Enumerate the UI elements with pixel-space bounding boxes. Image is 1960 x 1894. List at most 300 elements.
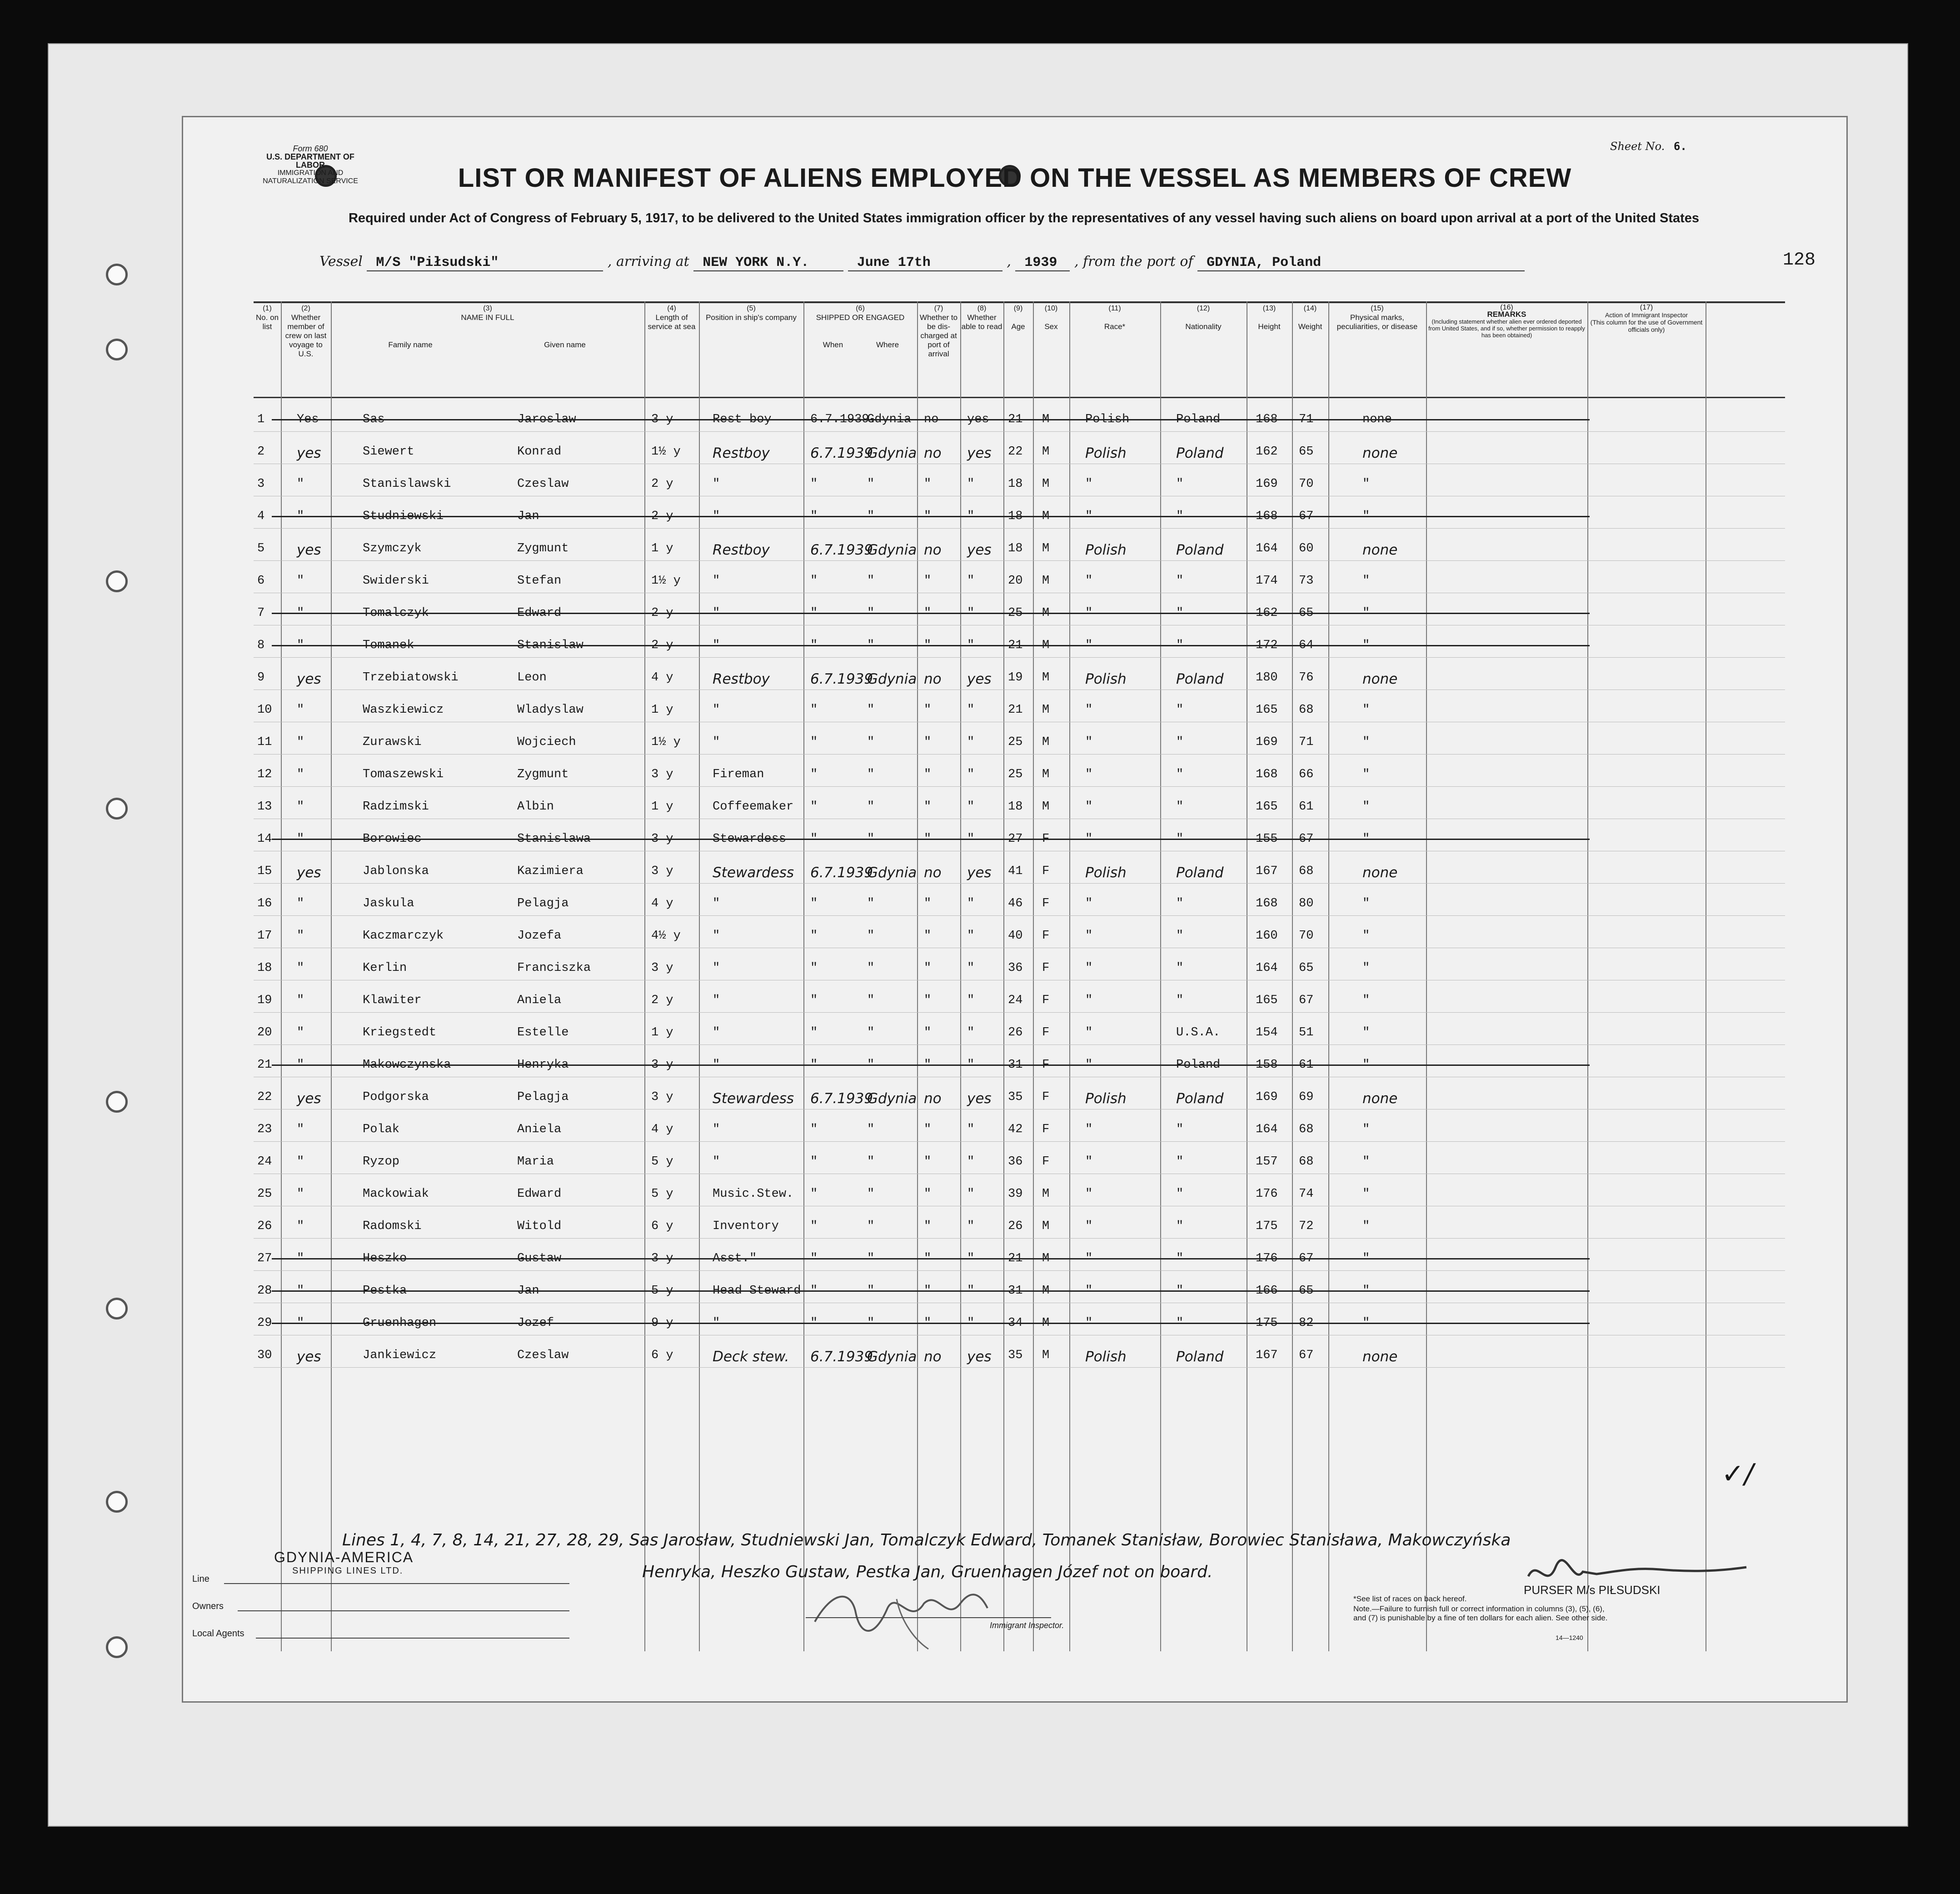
cell-race: " bbox=[1085, 1284, 1093, 1298]
cell-sex: M bbox=[1042, 1219, 1050, 1233]
cell-family-name: Jankiewicz bbox=[363, 1349, 437, 1362]
arriving-label: , arriving at bbox=[607, 254, 689, 270]
cell-nationality: " bbox=[1176, 639, 1184, 652]
cell-nationality: " bbox=[1176, 929, 1184, 943]
cell-race: " bbox=[1085, 768, 1093, 781]
cell-length-of-service: 4½ y bbox=[651, 929, 681, 943]
cell-prev-voyage: " bbox=[297, 768, 304, 781]
cell-sex: M bbox=[1042, 574, 1050, 588]
sheet-number bbox=[1610, 140, 1687, 153]
handwritten-note-line1: Lines 1, 4, 7, 8, 14, 21, 27, 28, 29, Sas Jarosław, Studniewski Jan, Tomalczyk Edward, Tomanek Stanisław, Borowiec Stanisława, Makowczyńska bbox=[342, 1531, 1511, 1549]
cell-position: Restboy bbox=[713, 671, 770, 687]
cell-race: Polish bbox=[1085, 1349, 1127, 1365]
cell-shipped-where: Gdynia bbox=[867, 865, 917, 881]
cell-prev-voyage: " bbox=[297, 1252, 304, 1265]
cell-position: Restboy bbox=[713, 445, 770, 461]
cell-given-name: Stanislaw bbox=[517, 639, 584, 652]
cell-prev-voyage: " bbox=[297, 1187, 304, 1201]
cell-nationality: U.S.A. bbox=[1176, 1026, 1221, 1039]
cell-age: 18 bbox=[1008, 510, 1023, 523]
cell-row-number: 8 bbox=[257, 639, 265, 652]
cell-discharged: " bbox=[924, 1284, 932, 1298]
cell-physical-marks: " bbox=[1362, 606, 1370, 620]
cell-height: 176 bbox=[1256, 1187, 1278, 1201]
cell-race: Polish bbox=[1085, 413, 1130, 426]
cell-shipped-when: " bbox=[810, 832, 818, 846]
cell-prev-voyage: " bbox=[297, 1316, 304, 1330]
cell-height: 162 bbox=[1256, 606, 1278, 620]
cell-physical-marks: " bbox=[1362, 1316, 1370, 1330]
cell-shipped-when: " bbox=[810, 606, 818, 620]
cell-able-to-read: " bbox=[967, 832, 975, 846]
table-row bbox=[254, 754, 1785, 787]
cell-family-name: Kriegstedt bbox=[363, 1026, 437, 1039]
cell-row-number: 1 bbox=[257, 413, 265, 426]
punch-hole-icon bbox=[106, 570, 128, 592]
cell-row-number: 19 bbox=[257, 994, 272, 1007]
cell-prev-voyage: " bbox=[297, 574, 304, 588]
cell-prev-voyage: Yes bbox=[297, 413, 319, 426]
cell-family-name: Tomalczyk bbox=[363, 606, 429, 620]
cell-family-name: Siewert bbox=[363, 445, 414, 459]
cell-sex: M bbox=[1042, 671, 1050, 685]
cell-discharged: " bbox=[924, 1316, 932, 1330]
cell-race: Polish bbox=[1085, 542, 1127, 558]
page-subtitle: Required under Act of Congress of February 5, 1917, to be delivered to the United States immigration officer by the representatives of any vessel having such aliens on board upon arrival at a port of the United States bbox=[348, 211, 1700, 225]
cell-age: 25 bbox=[1008, 606, 1023, 620]
cell-family-name: Tomaszewski bbox=[363, 768, 444, 781]
cell-nationality: Poland bbox=[1176, 542, 1224, 558]
cell-nationality: " bbox=[1176, 800, 1184, 814]
table-row bbox=[254, 722, 1785, 755]
cell-position: " bbox=[713, 1123, 720, 1136]
cell-height: 167 bbox=[1256, 865, 1278, 878]
cell-length-of-service: 1 y bbox=[651, 703, 673, 717]
cell-sex: M bbox=[1042, 542, 1050, 555]
cell-row-number: 22 bbox=[257, 1090, 272, 1104]
cell-able-to-read: " bbox=[967, 1316, 975, 1330]
table-row bbox=[254, 1012, 1785, 1045]
cell-given-name: Leon bbox=[517, 671, 547, 685]
cell-able-to-read: " bbox=[967, 477, 975, 491]
cell-length-of-service: 3 y bbox=[651, 1090, 673, 1104]
col-header-discharge: (7) Whether to be dis-charged at port of arrival bbox=[917, 301, 961, 397]
cell-family-name: Swiderski bbox=[363, 574, 429, 588]
cell-family-name: Jaskula bbox=[363, 897, 414, 910]
cell-height: 165 bbox=[1256, 703, 1278, 717]
cell-position: Restboy bbox=[713, 542, 770, 558]
cell-sex: M bbox=[1042, 413, 1050, 426]
cell-able-to-read: " bbox=[967, 994, 975, 1007]
cell-able-to-read: yes bbox=[967, 865, 992, 881]
cell-family-name: Szymczyk bbox=[363, 542, 422, 555]
purser-title: PURSER M/s PIŁSUDSKI bbox=[1524, 1583, 1661, 1597]
cell-family-name: Stanislawski bbox=[363, 477, 451, 491]
cell-family-name: Jablonska bbox=[363, 865, 429, 878]
cell-age: 26 bbox=[1008, 1026, 1023, 1039]
cell-prev-voyage: yes bbox=[297, 671, 321, 687]
cell-discharged: " bbox=[924, 574, 932, 588]
handwritten-tick: ✓/ bbox=[1721, 1458, 1754, 1490]
cell-height: 175 bbox=[1256, 1219, 1278, 1233]
cell-nationality: Poland bbox=[1176, 1090, 1224, 1107]
cell-physical-marks: " bbox=[1362, 897, 1370, 910]
service-name: IMMIGRATION AND NATURALIZATION SERVICE bbox=[263, 169, 358, 185]
cell-age: 31 bbox=[1008, 1284, 1023, 1298]
cell-height: 172 bbox=[1256, 639, 1278, 652]
page-title: LIST OR MANIFEST OF ALIENS EMPLOYED ON THE VESSEL AS MEMBERS OF CREW bbox=[458, 163, 1572, 193]
line-label: Line bbox=[192, 1574, 209, 1584]
cell-able-to-read: " bbox=[967, 768, 975, 781]
cell-nationality: " bbox=[1176, 1219, 1184, 1233]
cell-given-name: Edward bbox=[517, 1187, 562, 1201]
cell-able-to-read: " bbox=[967, 961, 975, 975]
table-row bbox=[254, 431, 1785, 464]
arrival-date: June 17th bbox=[848, 255, 1002, 271]
cell-nationality: Poland bbox=[1176, 1349, 1224, 1365]
cell-race: " bbox=[1085, 1252, 1093, 1265]
cell-able-to-read: yes bbox=[967, 542, 992, 558]
cell-position: " bbox=[713, 961, 720, 975]
cell-given-name: Pelagja bbox=[517, 897, 569, 910]
cell-weight: 66 bbox=[1299, 768, 1314, 781]
cell-physical-marks: " bbox=[1362, 1187, 1370, 1201]
cell-given-name: Czeslaw bbox=[517, 1349, 569, 1362]
cell-family-name: Borowiec bbox=[363, 832, 422, 846]
cell-physical-marks: none bbox=[1362, 1349, 1398, 1365]
cell-weight: 74 bbox=[1299, 1187, 1314, 1201]
cell-row-number: 5 bbox=[257, 542, 265, 555]
cell-able-to-read: yes bbox=[967, 413, 989, 426]
header-rule bbox=[254, 397, 1785, 398]
owners-label: Owners bbox=[192, 1601, 224, 1611]
cell-able-to-read: " bbox=[967, 1026, 975, 1039]
cell-given-name: Wladyslaw bbox=[517, 703, 584, 717]
cell-sex: F bbox=[1042, 1090, 1050, 1104]
cell-race: " bbox=[1085, 832, 1093, 846]
cell-given-name: Aniela bbox=[517, 994, 562, 1007]
cell-length-of-service: 2 y bbox=[651, 606, 673, 620]
cell-weight: 67 bbox=[1299, 994, 1314, 1007]
col-header-race: (11) Race* bbox=[1069, 301, 1161, 397]
cell-race: " bbox=[1085, 703, 1093, 717]
cell-sex: M bbox=[1042, 510, 1050, 523]
cell-age: 35 bbox=[1008, 1090, 1023, 1104]
arrival-port: NEW YORK N.Y. bbox=[693, 255, 843, 271]
cell-race: " bbox=[1085, 606, 1093, 620]
cell-race: " bbox=[1085, 1219, 1093, 1233]
cell-length-of-service: 9 y bbox=[651, 1316, 673, 1330]
cell-race: " bbox=[1085, 929, 1093, 943]
cell-height: 169 bbox=[1256, 477, 1278, 491]
table-row bbox=[254, 915, 1785, 948]
cell-shipped-where: Gdynia bbox=[867, 1090, 917, 1107]
cell-race: " bbox=[1085, 510, 1093, 523]
cell-given-name: Zygmunt bbox=[517, 768, 569, 781]
cell-discharged: " bbox=[924, 1026, 932, 1039]
cell-weight: 71 bbox=[1299, 413, 1314, 426]
cell-prev-voyage: " bbox=[297, 1026, 304, 1039]
cell-physical-marks: " bbox=[1362, 800, 1370, 814]
cell-shipped-where: " bbox=[867, 961, 875, 975]
table-row bbox=[254, 1335, 1785, 1368]
table-row bbox=[254, 528, 1785, 561]
cell-nationality: " bbox=[1176, 1123, 1184, 1136]
cell-physical-marks: none bbox=[1362, 542, 1398, 558]
cell-shipped-when: " bbox=[810, 510, 818, 523]
cell-family-name: Podgorska bbox=[363, 1090, 429, 1104]
cell-discharged: " bbox=[924, 897, 932, 910]
cell-given-name: Jozef bbox=[517, 1316, 554, 1330]
cell-race: " bbox=[1085, 1316, 1093, 1330]
cell-weight: 60 bbox=[1299, 542, 1314, 555]
cell-position: Fireman bbox=[713, 768, 764, 781]
table-row bbox=[254, 819, 1785, 851]
cell-length-of-service: 5 y bbox=[651, 1284, 673, 1298]
cell-discharged: " bbox=[924, 1187, 932, 1201]
cell-able-to-read: " bbox=[967, 606, 975, 620]
cell-shipped-where: " bbox=[867, 897, 875, 910]
cell-weight: 68 bbox=[1299, 1123, 1314, 1136]
cell-discharged: " bbox=[924, 606, 932, 620]
cell-race: " bbox=[1085, 477, 1093, 491]
cell-physical-marks: " bbox=[1362, 1252, 1370, 1265]
cell-age: 42 bbox=[1008, 1123, 1023, 1136]
cell-nationality: " bbox=[1176, 735, 1184, 749]
year-prefix: , bbox=[1007, 254, 1011, 270]
cell-position: Coffeemaker bbox=[713, 800, 794, 814]
cell-sex: F bbox=[1042, 1026, 1050, 1039]
cell-age: 26 bbox=[1008, 1219, 1023, 1233]
cell-height: 168 bbox=[1256, 510, 1278, 523]
cell-height: 176 bbox=[1256, 1252, 1278, 1265]
cell-shipped-when: " bbox=[810, 703, 818, 717]
cell-prev-voyage: yes bbox=[297, 1090, 321, 1107]
cell-given-name: Jozefa bbox=[517, 929, 562, 943]
cell-family-name: Ryzop bbox=[363, 1155, 400, 1169]
cell-weight: 65 bbox=[1299, 606, 1314, 620]
cell-race: " bbox=[1085, 1026, 1093, 1039]
cell-given-name: Stanislawa bbox=[517, 832, 591, 846]
cell-row-number: 29 bbox=[257, 1316, 272, 1330]
cell-race: " bbox=[1085, 800, 1093, 814]
cell-length-of-service: 3 y bbox=[651, 1252, 673, 1265]
cell-physical-marks: " bbox=[1362, 768, 1370, 781]
cell-able-to-read: " bbox=[967, 1155, 975, 1169]
col-header-inspector: (17) Action of Immigrant Inspector (This column for the use of Government officials only) bbox=[1587, 301, 1706, 397]
cell-physical-marks: none bbox=[1362, 1090, 1398, 1107]
cell-shipped-where: " bbox=[867, 639, 875, 652]
cell-sex: F bbox=[1042, 832, 1050, 846]
cell-length-of-service: 1½ y bbox=[651, 445, 681, 459]
cell-length-of-service: 6 y bbox=[651, 1219, 673, 1233]
cell-nationality: " bbox=[1176, 768, 1184, 781]
cell-weight: 68 bbox=[1299, 1155, 1314, 1169]
cell-position: " bbox=[713, 703, 720, 717]
cell-weight: 69 bbox=[1299, 1090, 1314, 1104]
owners-rule bbox=[238, 1610, 569, 1611]
cell-discharged: " bbox=[924, 929, 932, 943]
cell-sex: F bbox=[1042, 897, 1050, 910]
cell-given-name: Jaroslaw bbox=[517, 413, 576, 426]
cell-weight: 64 bbox=[1299, 639, 1314, 652]
punch-hole-icon bbox=[106, 264, 128, 285]
cell-position: Stewardess bbox=[713, 1090, 794, 1107]
cell-position: " bbox=[713, 639, 720, 652]
cell-row-number: 17 bbox=[257, 929, 272, 943]
sheet-number-value: 6. bbox=[1673, 140, 1687, 153]
cell-position: " bbox=[713, 929, 720, 943]
table-row bbox=[254, 690, 1785, 722]
cell-race: " bbox=[1085, 1123, 1093, 1136]
cell-shipped-when: 6.7.1939 bbox=[810, 865, 873, 881]
cell-length-of-service: 3 y bbox=[651, 1058, 673, 1072]
cell-row-number: 9 bbox=[257, 671, 265, 685]
cell-able-to-read: " bbox=[967, 735, 975, 749]
cell-weight: 80 bbox=[1299, 897, 1314, 910]
cell-length-of-service: 3 y bbox=[651, 961, 673, 975]
cell-shipped-where: " bbox=[867, 1284, 875, 1298]
cell-physical-marks: " bbox=[1362, 574, 1370, 588]
cell-able-to-read: " bbox=[967, 897, 975, 910]
cell-prev-voyage: " bbox=[297, 897, 304, 910]
cell-physical-marks: " bbox=[1362, 994, 1370, 1007]
inspector-signature bbox=[806, 1572, 997, 1654]
handwritten-note-line2: Henryka, Heszko Gustaw, Pestka Jan, Gruenhagen Józef not on board. bbox=[642, 1563, 1213, 1581]
cell-age: 36 bbox=[1008, 1155, 1023, 1169]
cell-height: 164 bbox=[1256, 1123, 1278, 1136]
cell-length-of-service: 1½ y bbox=[651, 574, 681, 588]
print-code: 14—1240 bbox=[1556, 1634, 1583, 1641]
cell-given-name: Konrad bbox=[517, 445, 562, 459]
cell-given-name: Edward bbox=[517, 606, 562, 620]
cell-nationality: " bbox=[1176, 1316, 1184, 1330]
punch-hole-icon bbox=[106, 798, 128, 820]
cell-nationality: " bbox=[1176, 477, 1184, 491]
cell-shipped-where: " bbox=[867, 1316, 875, 1330]
cell-sex: M bbox=[1042, 1252, 1050, 1265]
cell-weight: 67 bbox=[1299, 832, 1314, 846]
cell-given-name: Gustaw bbox=[517, 1252, 562, 1265]
cell-sex: F bbox=[1042, 1155, 1050, 1169]
cell-shipped-when: " bbox=[810, 1187, 818, 1201]
cell-row-number: 26 bbox=[257, 1219, 272, 1233]
cell-length-of-service: 3 y bbox=[651, 413, 673, 426]
cell-length-of-service: 2 y bbox=[651, 994, 673, 1007]
cell-height: 180 bbox=[1256, 671, 1278, 685]
cell-shipped-when: " bbox=[810, 929, 818, 943]
cell-nationality: " bbox=[1176, 1187, 1184, 1201]
cell-weight: 65 bbox=[1299, 961, 1314, 975]
cell-shipped-when: " bbox=[810, 1123, 818, 1136]
cell-prev-voyage: " bbox=[297, 1155, 304, 1169]
cell-row-number: 6 bbox=[257, 574, 265, 588]
cell-race: " bbox=[1085, 735, 1093, 749]
cell-family-name: Sas bbox=[363, 413, 385, 426]
cell-position: Asst." bbox=[713, 1252, 757, 1265]
cell-given-name: Maria bbox=[517, 1155, 554, 1169]
cell-sex: M bbox=[1042, 445, 1050, 459]
cell-weight: 65 bbox=[1299, 445, 1314, 459]
cell-given-name: Kazimiera bbox=[517, 865, 584, 878]
cell-family-name: Heszko bbox=[363, 1252, 407, 1265]
cell-shipped-where: " bbox=[867, 1058, 875, 1072]
cell-physical-marks: none bbox=[1362, 865, 1398, 881]
cell-shipped-when: " bbox=[810, 1284, 818, 1298]
cell-discharged: " bbox=[924, 1155, 932, 1169]
cell-prev-voyage: " bbox=[297, 1123, 304, 1136]
cell-race: " bbox=[1085, 994, 1093, 1007]
cell-prev-voyage: " bbox=[297, 510, 304, 523]
cell-nationality: " bbox=[1176, 606, 1184, 620]
table-row bbox=[254, 851, 1785, 884]
cell-row-number: 23 bbox=[257, 1123, 272, 1136]
cell-sex: M bbox=[1042, 1284, 1050, 1298]
cell-family-name: Makowczynska bbox=[363, 1058, 451, 1072]
cell-row-number: 21 bbox=[257, 1058, 272, 1072]
cell-family-name: Waszkiewicz bbox=[363, 703, 444, 717]
col-header-weight: (14) Weight bbox=[1292, 301, 1329, 397]
col-header-age: (9) Age bbox=[1003, 301, 1034, 397]
cell-shipped-when: 6.7.1939. bbox=[810, 413, 877, 426]
cell-weight: 68 bbox=[1299, 865, 1314, 878]
table-row bbox=[254, 1044, 1785, 1077]
cell-height: 168 bbox=[1256, 768, 1278, 781]
cell-discharged: " bbox=[924, 1252, 932, 1265]
cell-prev-voyage: " bbox=[297, 735, 304, 749]
cell-discharged: " bbox=[924, 832, 932, 846]
line-rule bbox=[224, 1583, 569, 1584]
cell-height: 169 bbox=[1256, 1090, 1278, 1104]
cell-prev-voyage: yes bbox=[297, 865, 321, 881]
cell-physical-marks: " bbox=[1362, 639, 1370, 652]
sheet-number-label: Sheet No. bbox=[1610, 140, 1665, 153]
cell-position: Inventory bbox=[713, 1219, 779, 1233]
cell-able-to-read: " bbox=[967, 703, 975, 717]
agents-label: Local Agents bbox=[192, 1629, 244, 1639]
cell-physical-marks: " bbox=[1362, 1026, 1370, 1039]
cell-given-name: Zygmunt bbox=[517, 542, 569, 555]
cell-height: 168 bbox=[1256, 413, 1278, 426]
cell-prev-voyage: yes bbox=[297, 542, 321, 558]
cell-weight: 82 bbox=[1299, 1316, 1314, 1330]
cell-given-name: Pelagja bbox=[517, 1090, 569, 1104]
cell-length-of-service: 2 y bbox=[651, 639, 673, 652]
cell-race: " bbox=[1085, 639, 1093, 652]
cell-height: 165 bbox=[1256, 994, 1278, 1007]
col-header-service: (4) Length of service at sea bbox=[644, 301, 700, 397]
cell-age: 18 bbox=[1008, 542, 1023, 555]
cell-shipped-when: " bbox=[810, 1252, 818, 1265]
cell-race: Polish bbox=[1085, 865, 1127, 881]
cell-position: " bbox=[713, 1316, 720, 1330]
cell-physical-marks: none bbox=[1362, 445, 1398, 461]
cell-able-to-read: " bbox=[967, 639, 975, 652]
cell-family-name: Gruenhagen bbox=[363, 1316, 437, 1330]
cell-weight: 67 bbox=[1299, 1349, 1314, 1362]
cell-position: " bbox=[713, 994, 720, 1007]
cell-discharged: no bbox=[924, 413, 939, 426]
cell-age: 40 bbox=[1008, 929, 1023, 943]
cell-height: 168 bbox=[1256, 897, 1278, 910]
cell-shipped-where: " bbox=[867, 929, 875, 943]
cell-family-name: Studniewski bbox=[363, 510, 444, 523]
cell-height: 166 bbox=[1256, 1284, 1278, 1298]
cell-row-number: 18 bbox=[257, 961, 272, 975]
cell-prev-voyage: " bbox=[297, 1284, 304, 1298]
cell-length-of-service: 1 y bbox=[651, 1026, 673, 1039]
cell-weight: 76 bbox=[1299, 671, 1314, 685]
